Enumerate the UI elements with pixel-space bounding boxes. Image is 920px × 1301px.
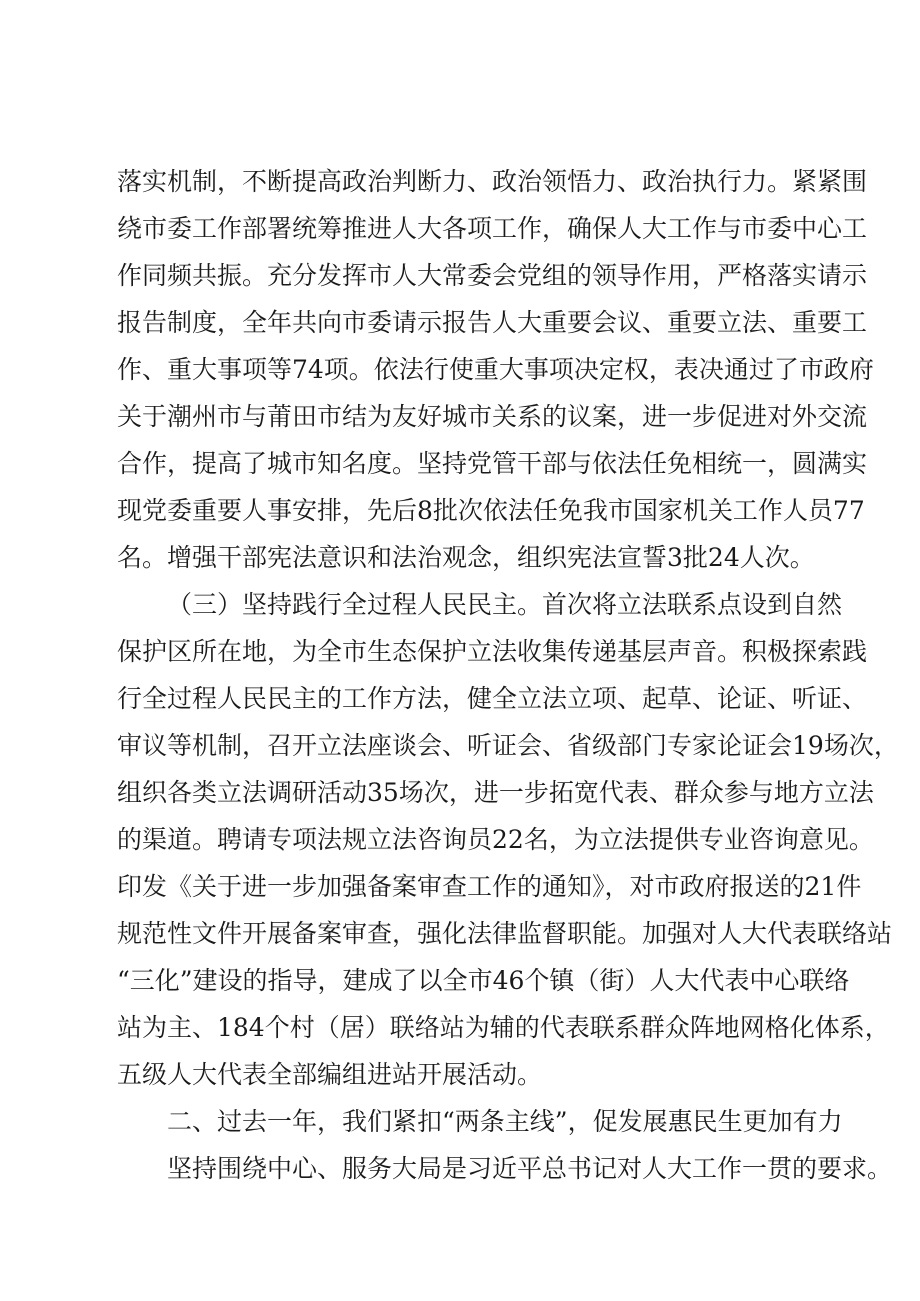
text-line: 保护区所在地，为全市生态保护立法收集传递基层声音。积极探索践 xyxy=(117,637,868,666)
text-line: 作、重大事项等74项。依法行使重大事项决定权，表决通过了市政府 xyxy=(117,355,874,384)
text-line: 现党委重要人事安排，先后8批次依法任免我市国家机关工作人员77 xyxy=(117,496,865,525)
text-line: 坚持围绕中心、服务大局是习近平总书记对人大工作一贯的要求。 xyxy=(167,1154,893,1183)
text-line: 行全过程人民民主的工作方法，健全立法立项、起草、论证、听证、 xyxy=(117,684,868,713)
text-line: 的渠道。聘请专项法规立法咨询员22名，为立法提供专业咨询意见。 xyxy=(117,825,874,854)
text-line: 报告制度，全年共向市委请示报告人大重要会议、重要立法、重要工 xyxy=(117,308,868,337)
text-line: 审议等机制，召开立法座谈会、听证会、省级部门专家论证会19场次， xyxy=(117,731,899,760)
text-line: 作同频共振。充分发挥市人大常委会党组的领导作用，严格落实请示 xyxy=(117,261,868,290)
text-line: “三化”建设的指导，建成了以全市46个镇（街）人大代表中心联络 xyxy=(117,966,850,995)
text-line: 合作，提高了城市知名度。坚持党管干部与依法任免相统一，圆满实 xyxy=(117,449,868,478)
text-line: 落实机制，不断提高政治判断力、政治领悟力、政治执行力。紧紧围 xyxy=(117,167,868,196)
text-line: 组织各类立法调研活动35场次，进一步拓宽代表、群众参与地方立法 xyxy=(117,778,874,807)
text-line: 名。增强干部宪法意识和法治观念，组织宪法宣誓3批24人次。 xyxy=(117,543,815,572)
text-line: 站为主、184个村（居）联络站为辅的代表联系群众阵地网格化体系， xyxy=(117,1013,890,1042)
section-heading-line: （三）坚持践行全过程人民民主。首次将立法联系点设到自然 xyxy=(167,590,843,619)
text-line: 绕市委工作部署统筹推进人大各项工作，确保人大工作与市委中心工 xyxy=(117,214,868,243)
text-line: 关于潮州市与莆田市结为友好城市关系的议案，进一步促进对外交流 xyxy=(117,402,868,431)
text-line: 规范性文件开展备案审查，强化法律监督职能。加强对人大代表联络站 xyxy=(117,919,893,948)
text-line: 五级人大代表全部编组进站开展活动。 xyxy=(117,1060,543,1089)
section-heading-line: 二、过去一年，我们紧扣“两条主线”，促发展惠民生更加有力 xyxy=(167,1107,843,1136)
text-line: 印发《关于进一步加强备案审查工作的通知》，对市政府报送的21件 xyxy=(117,872,862,901)
